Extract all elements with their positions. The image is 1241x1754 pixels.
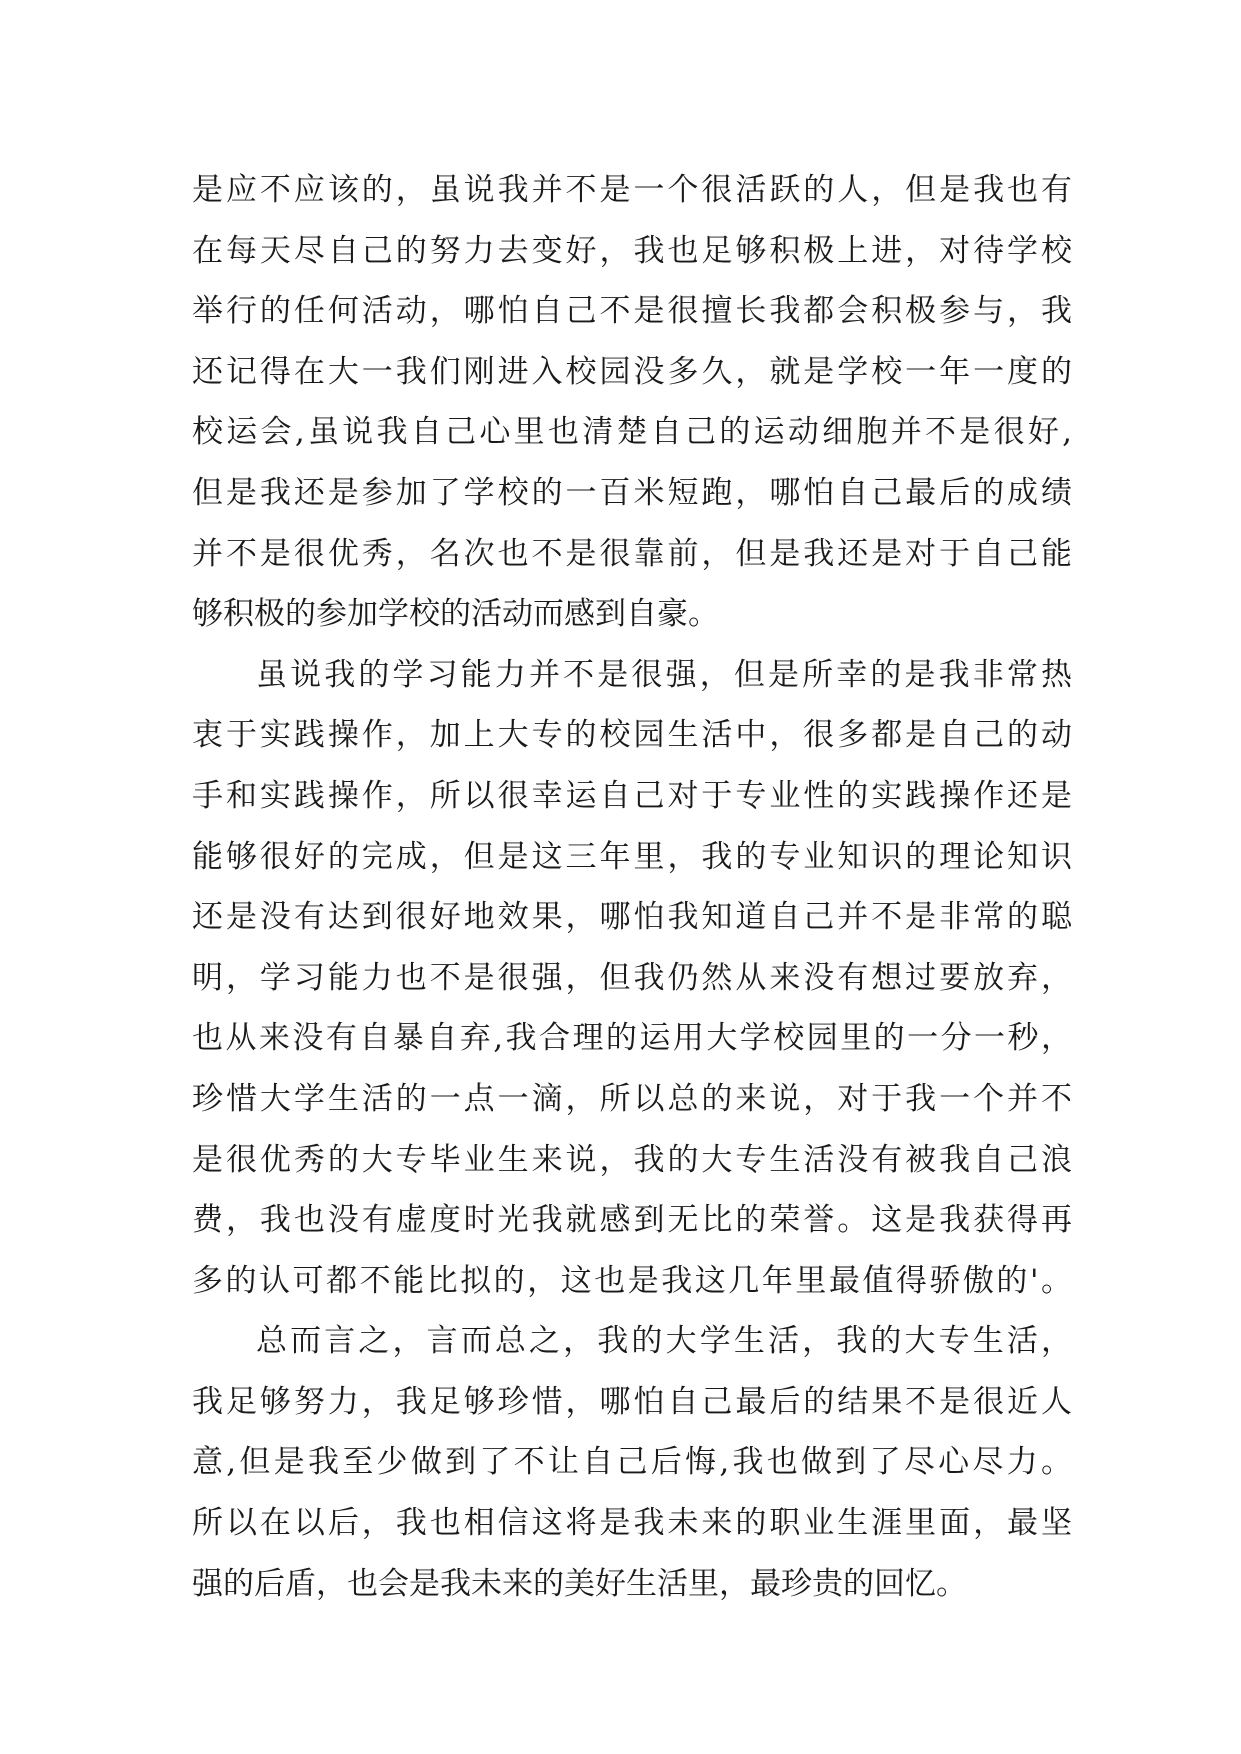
text-line: 我足够努力，我足够珍惜，哪怕自己最后的结果不是很近人: [192, 1383, 1072, 1420]
text-line: 是应不应该的，虽说我并不是一个很活跃的人，但是我也有: [192, 172, 1072, 208]
paragraph-2: [192, 645, 1072, 1312]
document-body: [192, 160, 1072, 1614]
text-line: 多的认可都不能比拟的，这也是我这几年里最值得骄傲的'。: [192, 1262, 1072, 1299]
text-line: 强的后盾，也会是我未来的美好生活里，最珍贵的回忆。: [192, 1565, 967, 1602]
text-line: 总而言之，言而总之，我的大学生活，我的大专生活，: [256, 1323, 1072, 1360]
text-line: 所以在以后，我也相信这将是我未来的职业生涯里面，最坚: [192, 1505, 1072, 1542]
text-line: 意,但是我至少做到了不让自己后悔,我也做到了尽心尽力。: [192, 1444, 1072, 1481]
text-line: 并不是很优秀，名次也不是很靠前，但是我还是对于自己能: [192, 535, 1072, 572]
text-line: 手和实践操作，所以很幸运自己对于专业性的实践操作还是: [192, 777, 1072, 814]
text-line: 举行的任何活动，哪怕自己不是很擅长我都会积极参与，我: [192, 293, 1072, 330]
paragraph-1: [192, 160, 1072, 645]
text-line: 珍惜大学生活的一点一滴，所以总的来说，对于我一个并不: [192, 1080, 1072, 1117]
text-line: 也从来没有自暴自弃,我合理的运用大学校园里的一分一秒，: [192, 1020, 1072, 1057]
text-line: 是很优秀的大专毕业生来说，我的大专生活没有被我自己浪: [192, 1141, 1072, 1178]
text-line: 衷于实践操作，加上大专的校园生活中，很多都是自己的动: [192, 717, 1072, 754]
paragraph-3: [192, 1311, 1072, 1614]
text-line: 费，我也没有虚度时光我就感到无比的荣誉。这是我获得再: [192, 1202, 1072, 1239]
text-line: 但是我还是参加了学校的一百米短跑，哪怕自己最后的成绩: [192, 474, 1072, 511]
text-line: 明，学习能力也不是很强，但我仍然从来没有想过要放弃，: [192, 959, 1072, 996]
text-line: 还记得在大一我们刚进入校园没多久，就是学校一年一度的: [192, 353, 1072, 390]
text-line: 校运会,虽说我自己心里也清楚自己的运动细胞并不是很好,: [192, 414, 1072, 451]
text-line: 能够很好的完成，但是这三年里，我的专业知识的理论知识: [192, 838, 1072, 875]
text-line: 还是没有达到很好地效果，哪怕我知道自己并不是非常的聪: [192, 899, 1072, 936]
text-line: 虽说我的学习能力并不是很强，但是所幸的是我非常热: [256, 656, 1072, 693]
text-line: 够积极的参加学校的活动而感到自豪。: [192, 596, 719, 633]
text-line: 在每天尽自己的努力去变好，我也足够积极上进，对待学校: [192, 232, 1072, 269]
